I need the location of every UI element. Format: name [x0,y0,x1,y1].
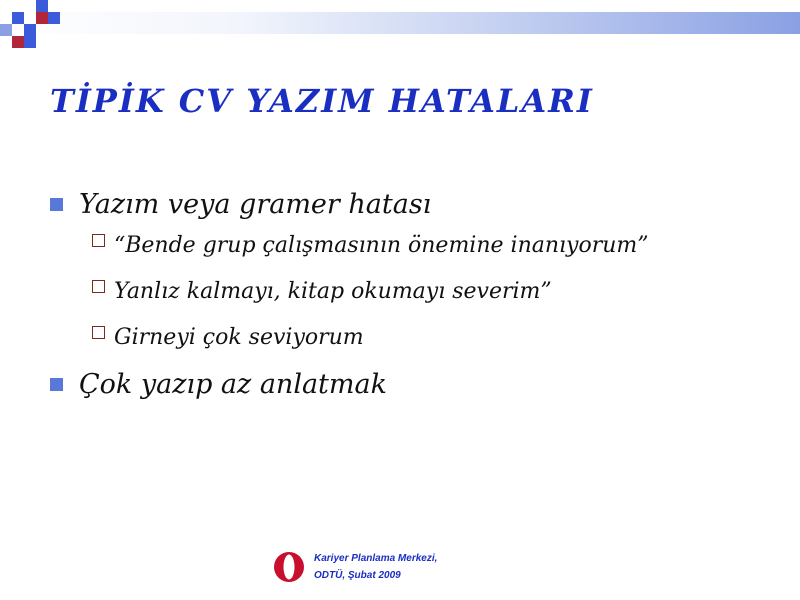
hollow-square-bullet-icon [92,234,105,247]
sub-bullet-item [92,318,770,356]
footer [272,550,437,584]
sub-bullet-text: Girneyi çok seviyorum [114,324,364,350]
sub-bullet-item [92,272,770,310]
slide-title: TİPİK CV YAZIM HATALARI [50,82,594,120]
bullet-item [50,184,770,224]
sub-bullet-text: “Bende grup çalışmasının önemine inanıyorum” [114,232,649,258]
bullet-text: Çok yazıp az anlatmak [79,368,387,400]
square-bullet-icon [50,378,63,391]
bullet-list [50,184,770,406]
square-bullet-icon [50,198,63,211]
bullet-item [50,364,770,404]
sub-bullet-text: Yanlız kalmayı, kitap okumayı severim” [114,278,552,304]
checker-decoration-icon [0,0,64,52]
sub-bullet-item [92,226,770,264]
footer-text [314,550,437,584]
header-gradient-bar [0,12,800,34]
hollow-square-bullet-icon [92,280,105,293]
footer-line-1: Kariyer Planlama Merkezi, [314,553,438,564]
footer-line-2: ODTÜ, Şubat 2009 [314,570,401,581]
bullet-text: Yazım veya gramer hatası [79,188,432,220]
hollow-square-bullet-icon [92,326,105,339]
odtu-logo-icon [272,550,306,584]
